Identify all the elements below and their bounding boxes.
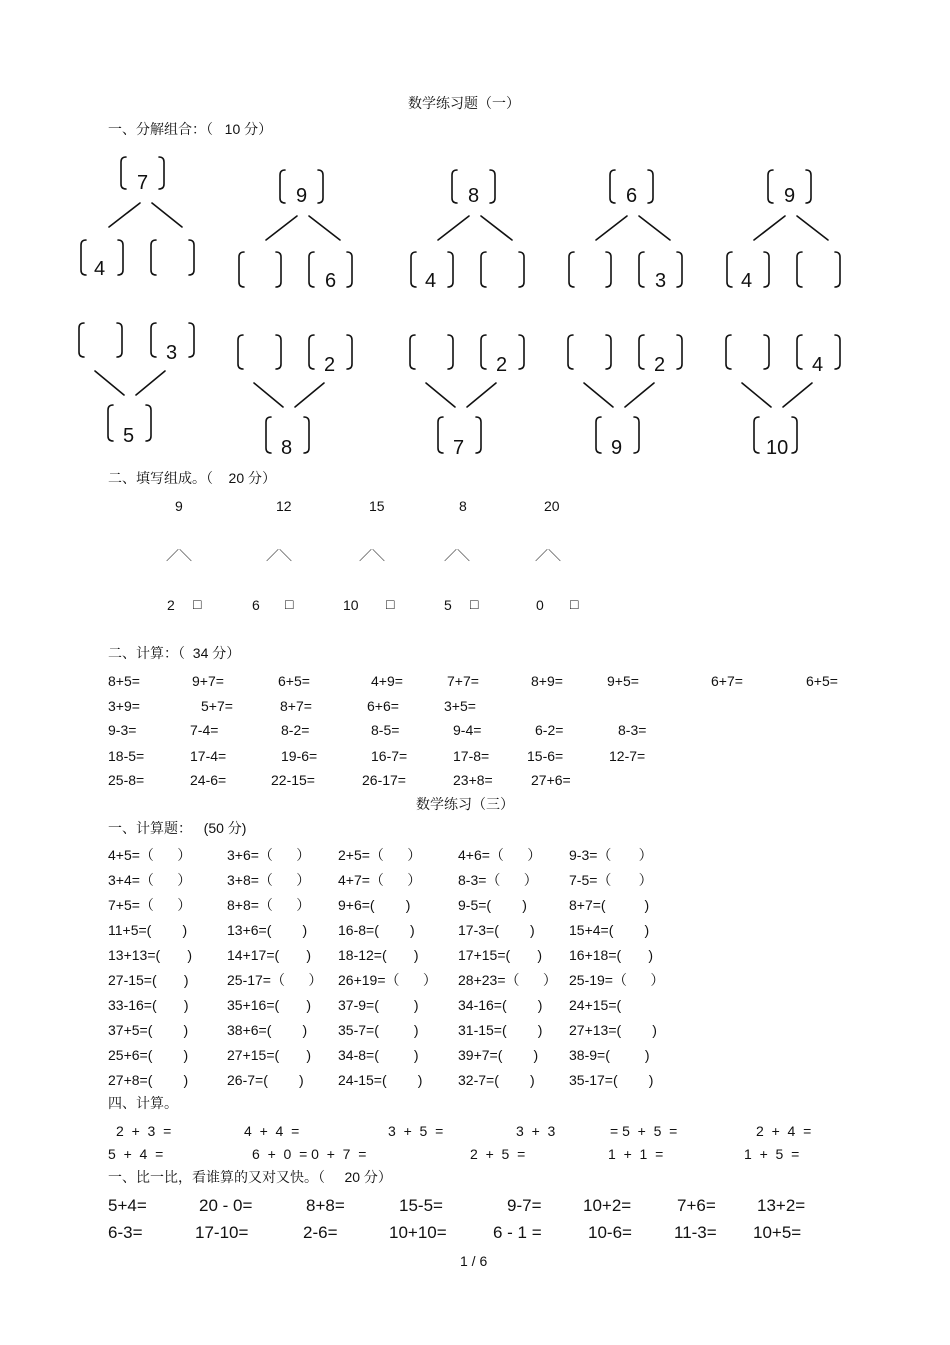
calc-r1-1: 8+5= — [108, 673, 140, 689]
calc-r1-5: 7+7= — [447, 673, 479, 689]
fill-left-4: 5 — [444, 597, 452, 613]
section1-heading: 一、分解组合：（ 10 分） — [108, 121, 273, 137]
calc-r1-4: 4+9= — [371, 673, 403, 689]
calc-r5-6: 27+6= — [531, 772, 571, 788]
calc-r5-2: 24-6= — [190, 772, 227, 788]
calc-r5-3: 22-15= — [271, 772, 315, 788]
calc-r4-4: 16-7= — [371, 748, 408, 764]
calc-r3-6: 6-2= — [535, 722, 564, 738]
calc-r3-3: 8-2= — [281, 722, 310, 738]
calc50-r4-5: 15+4=( ) — [569, 922, 650, 938]
fill-box-1[interactable]: □ — [193, 596, 202, 612]
calc4-r1-6: 2 + 4 = — [756, 1123, 812, 1139]
calc-r1-7: 9+5= — [607, 673, 639, 689]
calc50-r2-5: 7-5=（ ） — [569, 872, 653, 888]
calc50-r6-3: 26+19=（ ） — [338, 972, 437, 988]
calc4-r1-4: 3 + 3 — [516, 1123, 556, 1139]
calc50-r10-5: 35-17=( ) — [569, 1072, 654, 1088]
race-r1-3: 8+8= — [306, 1196, 345, 1215]
fill-branch-4: ／＼ — [444, 548, 471, 563]
merge-right-1: 3 — [166, 342, 178, 364]
decompose-trees — [0, 0, 950, 470]
calc50-r3-4: 9-5=( ) — [458, 897, 527, 913]
calc50-r1-3: 2+5=（ ） — [338, 847, 422, 863]
calc50-r1-4: 4+6=（ ） — [458, 847, 542, 863]
race-r1-1: 5+4= — [108, 1196, 147, 1215]
race-r1-7: 7+6= — [677, 1196, 716, 1215]
merge-tree-2 — [238, 335, 352, 453]
fill-box-3[interactable]: □ — [386, 596, 395, 612]
fill-top-2: 12 — [276, 498, 292, 514]
calc-r4-2: 17-4= — [190, 748, 227, 764]
calc50-r10-3: 24-15=( ) — [338, 1072, 423, 1088]
merge-bottom-1: 5 — [123, 425, 135, 447]
race-r2-8: 10+5= — [753, 1223, 802, 1242]
race-r1-5: 9-7= — [507, 1196, 542, 1215]
split-top-1: 7 — [137, 172, 149, 194]
calc50-r3-2: 8+8=（ ） — [227, 897, 311, 913]
calc-r1-8: 6+7= — [711, 673, 743, 689]
fill-branch-1: ／＼ — [166, 548, 193, 563]
calc50-r2-2: 3+8=（ ） — [227, 872, 311, 888]
calc50-r9-3: 34-8=( ) — [338, 1047, 419, 1063]
calc4-r2-1: 5 + 4 = — [108, 1146, 164, 1162]
section3-heading: 二、计算：（ 34 分） — [108, 645, 241, 661]
calc50-r4-2: 13+6=( ) — [227, 922, 308, 938]
merge-right-2: 2 — [324, 354, 336, 376]
fill-left-2: 6 — [252, 597, 260, 613]
calc-r3-1: 9-3= — [108, 722, 137, 738]
calc50-r6-4: 28+23=（ ） — [458, 972, 557, 988]
calc50-r2-1: 3+4=（ ） — [108, 872, 192, 888]
split-left-1: 4 — [94, 258, 106, 280]
fill-branch-3: ／＼ — [359, 548, 386, 563]
calc50-r5-4: 17+15=( ) — [458, 947, 543, 963]
calc-r3-5: 9-4= — [453, 722, 482, 738]
calc50-r7-1: 33-16=( ) — [108, 997, 189, 1013]
calc50-r8-3: 35-7=( ) — [338, 1022, 419, 1038]
split-top-2: 9 — [296, 185, 308, 207]
calc-r2-3: 8+7= — [280, 698, 312, 714]
calc-r3-2: 7-4= — [190, 722, 219, 738]
split-left-3: 4 — [425, 270, 437, 292]
calc50-r2-4: 8-3=（ ） — [458, 872, 538, 888]
split-top-5: 9 — [784, 185, 796, 207]
calc50-r6-1: 27-15=( ) — [108, 972, 189, 988]
calc50-r9-5: 38-9=( ) — [569, 1047, 650, 1063]
fill-branch-5: ／＼ — [535, 548, 562, 563]
calc-r4-7: 12-7= — [609, 748, 646, 764]
calc50-r10-2: 26-7=( ) — [227, 1072, 304, 1088]
section6-heading: 一、比一比，看谁算的又对又快。（ 20 分） — [108, 1169, 392, 1185]
split-right-2: 6 — [325, 270, 337, 292]
fill-top-3: 15 — [369, 498, 385, 514]
race-r2-2: 17-10= — [195, 1223, 249, 1242]
calc50-r7-5: 24+15=( — [569, 997, 622, 1013]
race-r1-6: 10+2= — [583, 1196, 632, 1215]
fill-top-5: 20 — [544, 498, 560, 514]
page-number: 1 / 6 — [460, 1253, 488, 1269]
calc50-r5-5: 16+18=( ) — [569, 947, 654, 963]
calc-r1-3: 6+5= — [278, 673, 310, 689]
section2-heading: 二、填写组成。（ 20 分） — [108, 470, 277, 486]
calc50-r7-2: 35+16=( ) — [227, 997, 312, 1013]
merge-tree-3 — [410, 335, 524, 453]
calc-r5-1: 25-8= — [108, 772, 145, 788]
fill-left-5: 0 — [536, 597, 544, 613]
merge-right-3: 2 — [496, 354, 508, 376]
calc-r4-3: 19-6= — [281, 748, 318, 764]
calc-r3-7: 8-3= — [618, 722, 647, 738]
merge-bottom-4: 9 — [611, 437, 623, 459]
calc-r1-6: 8+9= — [531, 673, 563, 689]
calc4-r2-5: 1 + 5 = — [744, 1146, 800, 1162]
merge-bottom-3: 7 — [453, 437, 465, 459]
calc4-r2-2: 6 + 0 = 0 + 7 = — [252, 1146, 367, 1162]
calc-r2-4: 6+6= — [367, 698, 399, 714]
calc-r3-4: 8-5= — [371, 722, 400, 738]
split-top-3: 8 — [468, 185, 480, 207]
calc-r4-5: 17-8= — [453, 748, 490, 764]
calc50-r4-1: 11+5=( ) — [108, 922, 188, 938]
calc50-r8-4: 31-15=( ) — [458, 1022, 543, 1038]
calc-r2-1: 3+9= — [108, 698, 140, 714]
calc-r5-4: 26-17= — [362, 772, 406, 788]
calc50-r2-3: 4+7=（ ） — [338, 872, 422, 888]
calc-r1-9: 6+5= — [806, 673, 838, 689]
fill-box-2[interactable]: □ — [285, 596, 294, 612]
calc50-r10-1: 27+8=( ) — [108, 1072, 189, 1088]
calc50-r9-2: 27+15=( ) — [227, 1047, 312, 1063]
calc50-r1-1: 4+5=（ ） — [108, 847, 192, 863]
fill-box-5[interactable]: □ — [570, 596, 579, 612]
calc50-r9-4: 39+7=( ) — [458, 1047, 539, 1063]
merge-tree-5 — [726, 335, 840, 453]
calc50-r5-1: 13+13=( ) — [108, 947, 193, 963]
calc4-r2-4: 1 + 1 = — [608, 1146, 664, 1162]
race-r2-4: 10+10= — [389, 1223, 447, 1242]
calc50-r3-1: 7+5=（ ） — [108, 897, 192, 913]
merge-right-4: 2 — [654, 354, 666, 376]
calc4-r2-3: 2 + 5 = — [470, 1146, 526, 1162]
fill-top-1: 9 — [175, 498, 183, 514]
split-right-4: 3 — [655, 270, 667, 292]
split-left-5: 4 — [741, 270, 753, 292]
calc50-r5-2: 14+17=( ) — [227, 947, 312, 963]
calc-r1-2: 9+7= — [192, 673, 224, 689]
calc50-r8-2: 38+6=( ) — [227, 1022, 308, 1038]
section4-heading: 一、计算题： (50 分) — [108, 820, 247, 836]
calc50-r6-2: 25-17=（ ） — [227, 972, 323, 988]
calc4-r1-1: 2 + 3 = — [116, 1123, 172, 1139]
fill-left-1: 2 — [167, 597, 175, 613]
calc50-r1-5: 9-3=（ ） — [569, 847, 653, 863]
split-top-4: 6 — [626, 185, 638, 207]
calc-r4-6: 15-6= — [527, 748, 564, 764]
race-r2-1: 6-3= — [108, 1223, 143, 1242]
race-r2-3: 2-6= — [303, 1223, 338, 1242]
calc-r2-2: 5+7= — [201, 698, 233, 714]
race-r1-8: 13+2= — [757, 1196, 806, 1215]
merge-bottom-5: 10 — [766, 437, 789, 459]
fill-branch-2: ／＼ — [266, 548, 293, 563]
fill-left-3: 10 — [343, 597, 359, 613]
merge-tree-4 — [568, 335, 682, 453]
calc50-r4-4: 17-3=( ) — [458, 922, 535, 938]
calc50-r7-4: 34-16=( ) — [458, 997, 543, 1013]
calc50-r3-5: 8+7=( ) — [569, 897, 650, 913]
page-title: 数学练习题（一） — [408, 95, 520, 111]
calc4-r1-3: 3 + 5 = — [388, 1123, 444, 1139]
fill-box-4[interactable]: □ — [470, 596, 479, 612]
merge-tree-1 — [79, 323, 194, 441]
calc4-r1-2: 4 + 4 = — [244, 1123, 300, 1139]
calc-r2-5: 3+5= — [444, 698, 476, 714]
fill-top-4: 8 — [459, 498, 467, 514]
race-r1-4: 15-5= — [399, 1196, 443, 1215]
calc50-r4-3: 16-8=( ) — [338, 922, 415, 938]
page-title-2: 数学练习（三） — [416, 796, 514, 812]
calc50-r5-3: 18-12=( ) — [338, 947, 419, 963]
merge-bottom-2: 8 — [281, 437, 293, 459]
calc50-r7-3: 37-9=( ) — [338, 997, 419, 1013]
merge-right-5: 4 — [812, 354, 824, 376]
calc50-r8-1: 37+5=( ) — [108, 1022, 189, 1038]
section5-heading: 四、计算。 — [108, 1095, 178, 1111]
calc-r5-5: 23+8= — [453, 772, 493, 788]
calc50-r1-2: 3+6=（ ） — [227, 847, 311, 863]
calc50-r6-5: 25-19=（ ） — [569, 972, 665, 988]
calc50-r9-1: 25+6=( ) — [108, 1047, 189, 1063]
race-r2-6: 10-6= — [588, 1223, 632, 1242]
calc50-r3-3: 9+6=( ) — [338, 897, 411, 913]
calc50-r10-4: 32-7=( ) — [458, 1072, 535, 1088]
calc-r4-1: 18-5= — [108, 748, 145, 764]
calc4-r1-5: = 5 + 5 = — [610, 1123, 678, 1139]
race-r2-5: 6 - 1 = — [493, 1223, 542, 1242]
calc50-r8-5: 27+13=( ) — [569, 1022, 657, 1038]
race-r2-7: 11-3= — [674, 1223, 717, 1242]
race-r1-2: 20 - 0= — [199, 1196, 253, 1215]
